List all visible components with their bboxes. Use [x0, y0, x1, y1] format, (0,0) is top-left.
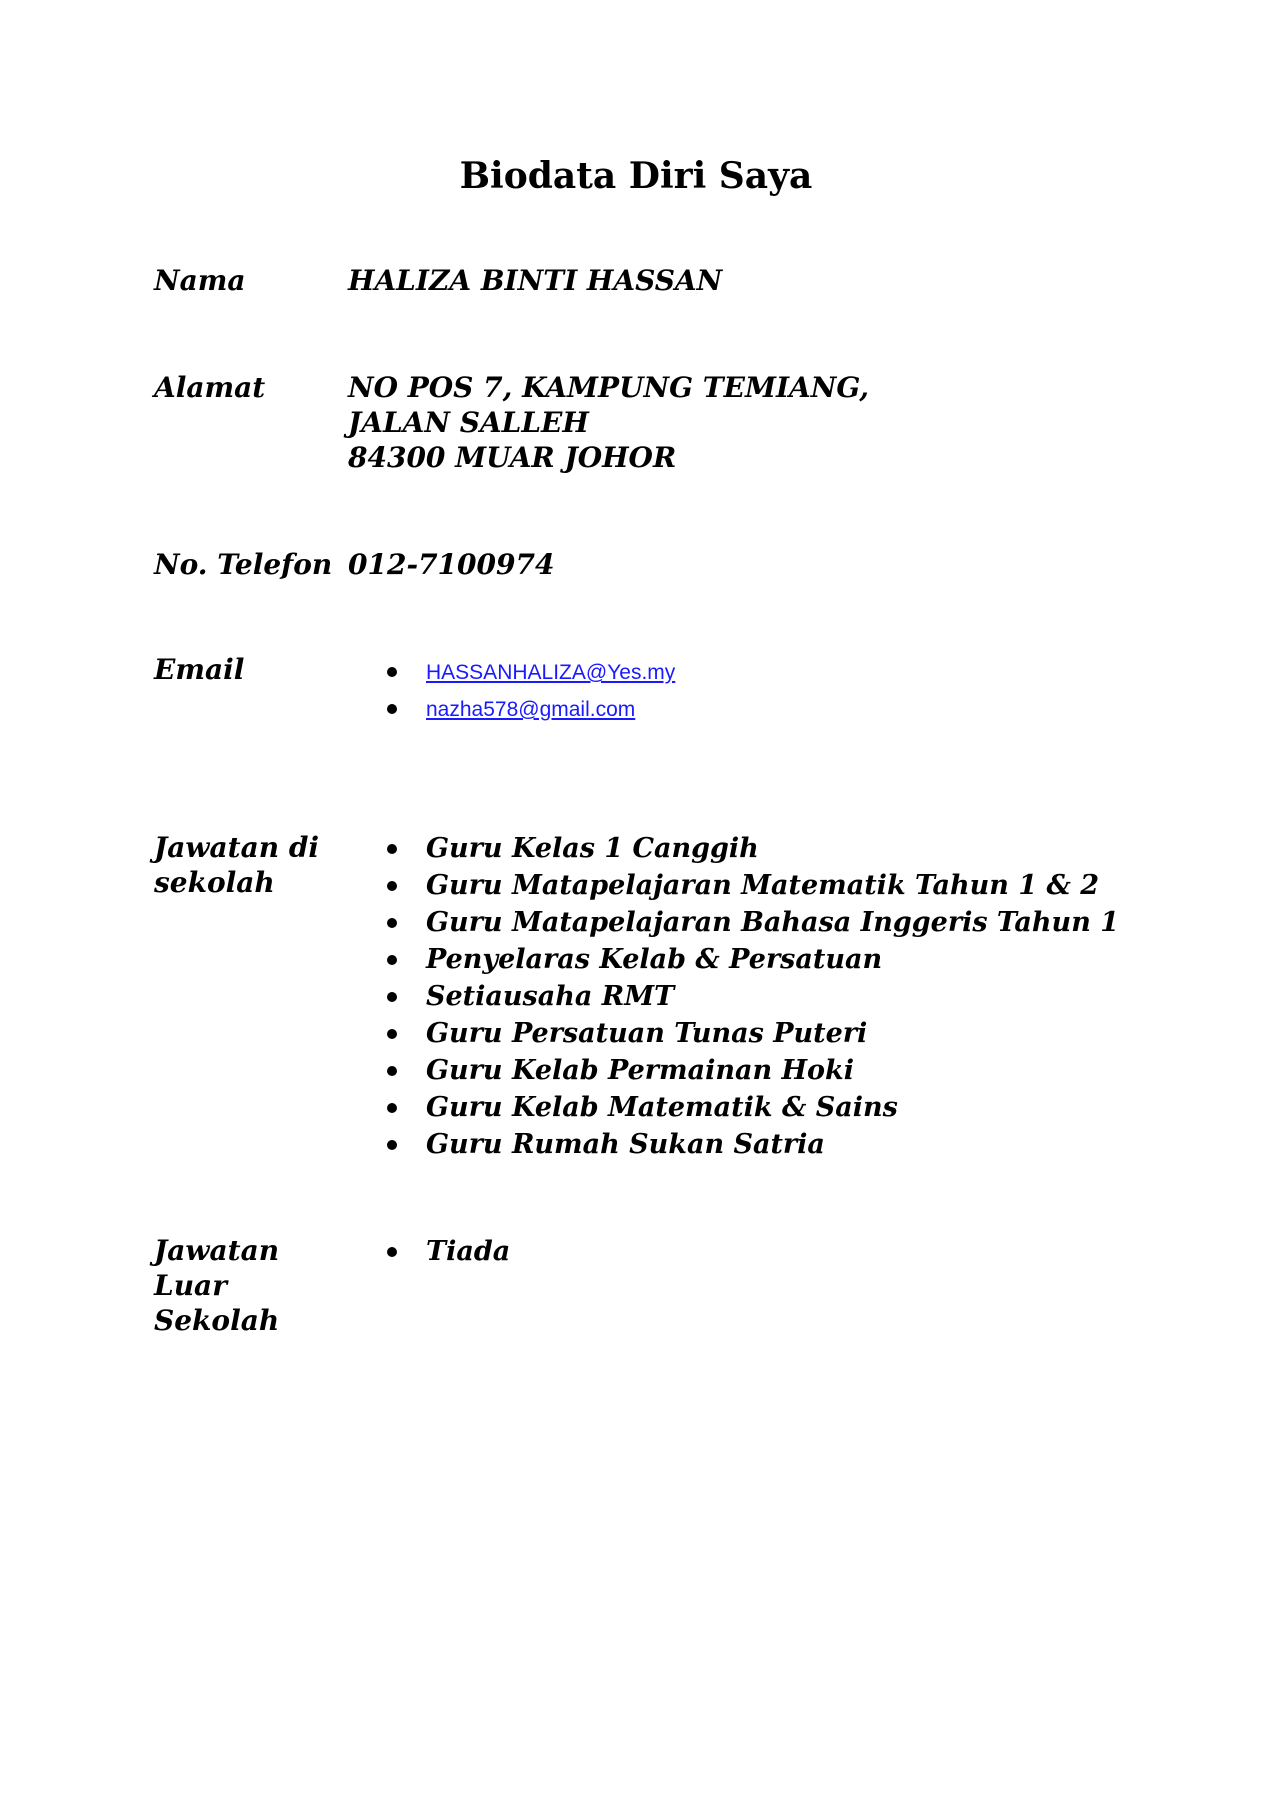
jawatan-luar-list-item [380, 1233, 510, 1270]
email-list-item [380, 691, 675, 728]
jawatan-text: Penyelaras Kelab & Persatuan [426, 944, 883, 975]
email-label: Email [154, 653, 245, 686]
jawatan-list-item [380, 867, 1119, 904]
alamat-line: 84300 MUAR JOHOR [348, 441, 677, 474]
bullet-icon [387, 667, 397, 677]
jawatan-text: Guru Persatuan Tunas Puteri [426, 1018, 868, 1049]
jawatan-sekolah-label [154, 830, 319, 900]
jawatan-text: Guru Kelab Matematik & Sains [426, 1092, 898, 1123]
jawatan-text: Guru Matapelajaran Matematik Tahun 1 & 2 [426, 870, 1100, 901]
nama-value: HALIZA BINTI HASSAN [348, 264, 723, 297]
email-link[interactable]: HASSANHALIZA@Yes.my [426, 661, 676, 684]
bullet-icon [387, 1103, 397, 1113]
jawatan-list-item [380, 978, 1119, 1015]
jawatan-luar-label [154, 1233, 279, 1338]
bullet-icon [387, 881, 397, 891]
jawatan-list-item [380, 904, 1119, 941]
jawatan-sekolah-list [380, 830, 1119, 1163]
jawatan-list-item [380, 830, 1119, 867]
nama-label: Nama [154, 264, 246, 297]
jawatan-luar-list [380, 1233, 510, 1270]
jawatan-luar-label-line: Sekolah [154, 1304, 280, 1337]
jawatan-luar-label-line: Jawatan [154, 1234, 280, 1267]
bullet-icon [387, 704, 397, 714]
alamat-line: JALAN SALLEH [348, 406, 589, 439]
page-title: Biodata Diri Saya [459, 155, 813, 197]
bullet-icon [387, 844, 397, 854]
bullet-icon [387, 1140, 397, 1150]
email-link[interactable]: nazha578@gmail.com [426, 698, 636, 721]
telefon-value: 012-7100974 [348, 548, 555, 581]
bullet-icon [387, 918, 397, 928]
jawatan-luar-label-line: Luar [154, 1269, 227, 1302]
jawatan-text: Guru Kelab Permainan Hoki [426, 1055, 854, 1086]
jawatan-text: Guru Matapelajaran Bahasa Inggeris Tahun 1 [426, 907, 1120, 938]
telefon-label: No. Telefon [154, 548, 333, 581]
bullet-icon [387, 1066, 397, 1076]
jawatan-sekolah-label-line: Jawatan di [154, 831, 320, 864]
alamat-line: NO POS 7, KAMPUNG TEMIANG, [348, 371, 870, 404]
alamat-label: Alamat [154, 371, 266, 404]
bullet-icon [387, 1029, 397, 1039]
alamat-value [348, 370, 869, 475]
jawatan-text: Guru Kelas 1 Canggih [426, 833, 759, 864]
bullet-icon [387, 955, 397, 965]
jawatan-text: Setiausaha RMT [426, 981, 675, 1012]
bullet-icon [387, 992, 397, 1002]
jawatan-list-item [380, 1015, 1119, 1052]
jawatan-text: Guru Rumah Sukan Satria [426, 1129, 825, 1160]
email-list [380, 654, 675, 728]
jawatan-list-item [380, 1126, 1119, 1163]
jawatan-sekolah-label-line: sekolah [154, 866, 275, 899]
bullet-icon [387, 1247, 397, 1257]
jawatan-list-item [380, 1052, 1119, 1089]
jawatan-list-item [380, 941, 1119, 978]
jawatan-list-item [380, 1089, 1119, 1126]
email-list-item [380, 654, 675, 691]
jawatan-luar-text: Tiada [426, 1236, 511, 1267]
